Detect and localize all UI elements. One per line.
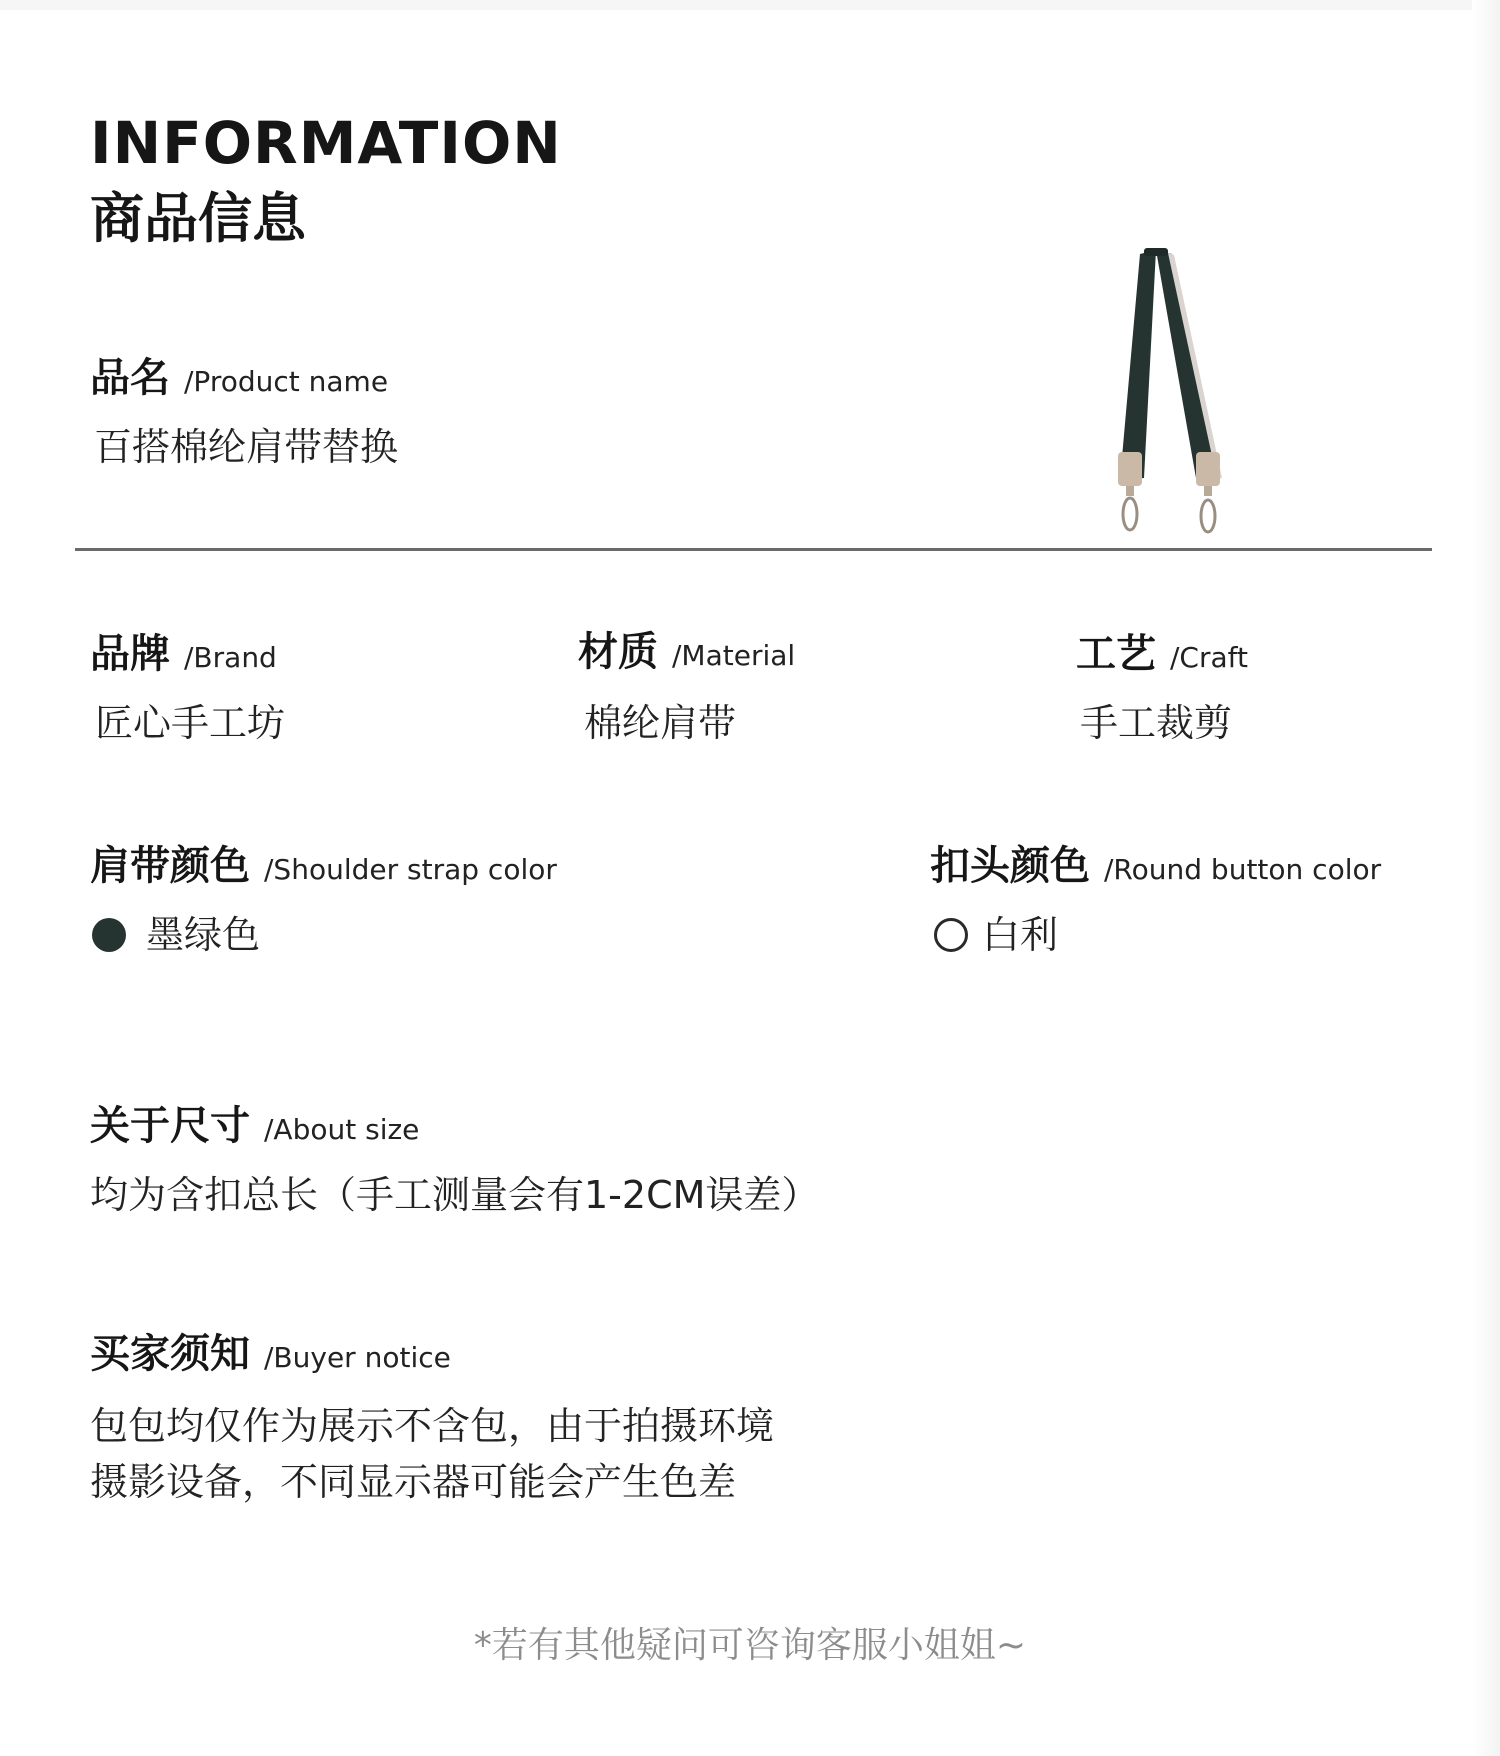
buckle-color-label <box>930 843 1382 889</box>
buckle-color-label-en: /Round button color <box>1104 853 1382 886</box>
size-label-zh: 关于尺寸 <box>90 1103 250 1149</box>
material-label-en: /Material <box>672 639 796 672</box>
brand-label-en: /Brand <box>184 641 277 674</box>
material-label-zh: 材质 <box>578 629 658 675</box>
buckle-color-label-zh: 扣头颜色 <box>930 843 1090 889</box>
brand-value: 匠心手工坊 <box>95 701 286 745</box>
title-en: INFORMATION <box>90 109 562 177</box>
footer-note: *若有其他疑问可咨询客服小姐姐~ <box>473 1625 1027 1666</box>
buckle-color-swatch <box>934 918 968 952</box>
size-label-en: /About size <box>264 1113 420 1146</box>
brand-label-zh: 品牌 <box>90 631 170 677</box>
right-edge-shadow <box>1472 0 1500 1756</box>
product-name-label-en: /Product name <box>184 365 389 398</box>
notice-line: 包包均仅作为展示不含包，由于拍摄环境 <box>90 1404 775 1448</box>
notice-label <box>90 1331 451 1377</box>
material-value: 棉纶肩带 <box>584 701 737 745</box>
product-name-label <box>90 355 389 401</box>
strap-color-label <box>90 843 557 889</box>
strap-color-label-en: /Shoulder strap color <box>264 853 557 886</box>
notice-label-en: /Buyer notice <box>264 1341 451 1374</box>
notice-label-zh: 买家须知 <box>90 1331 250 1377</box>
craft-label-zh: 工艺 <box>1076 631 1156 677</box>
size-value: 均为含扣总长（手工测量会有1-2CM误差） <box>90 1173 820 1217</box>
craft-value: 手工裁剪 <box>1080 701 1233 745</box>
product-name-value: 百搭棉纶肩带替换 <box>94 425 399 469</box>
strap-color-label-zh: 肩带颜色 <box>90 843 250 889</box>
title-zh: 商品信息 <box>90 187 306 250</box>
craft-label <box>1076 631 1248 677</box>
top-edge <box>0 0 1500 10</box>
material-label <box>578 629 796 675</box>
shoulder-strap-icon <box>1100 248 1240 538</box>
section-divider <box>75 548 1432 551</box>
notice-text <box>90 1398 774 1510</box>
strap-color-swatch <box>92 918 126 952</box>
buckle-color-value: 白利 <box>982 913 1059 957</box>
notice-line: 摄影设备，不同显示器可能会产生色差 <box>90 1460 737 1504</box>
craft-label-en: /Craft <box>1170 641 1248 674</box>
size-label <box>90 1103 420 1149</box>
brand-label <box>90 631 277 677</box>
product-name-label-zh: 品名 <box>90 355 170 401</box>
strap-color-value: 墨绿色 <box>146 913 261 957</box>
